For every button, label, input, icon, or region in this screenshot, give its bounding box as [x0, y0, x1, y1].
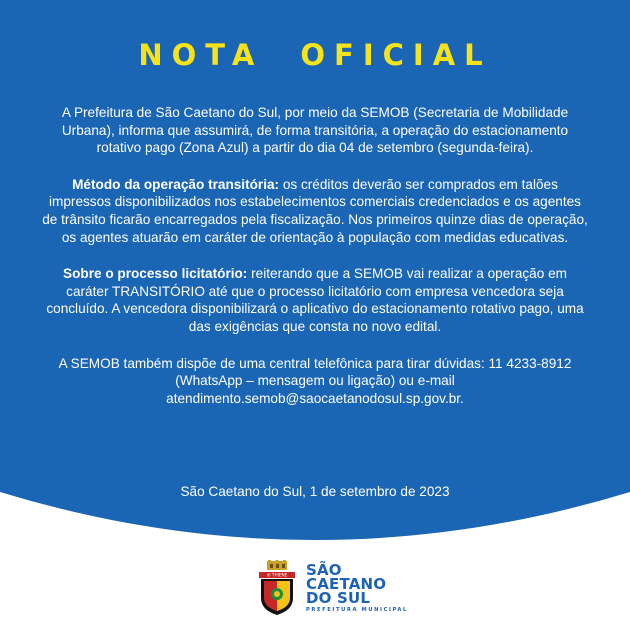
method-paragraph [40, 176, 590, 246]
city-name [306, 563, 408, 613]
contact-paragraph: A SEMOB também dispõe de uma central telefônica para tirar dúvidas: 11 4233-8912 (WhatsApp – mensagem ou ligação) ou e-mail atendimento.semob@saocaetanodosul.sp.gov.br. [58, 355, 572, 406]
bidding-body: reiterando que a SEMOB vai realizar a operação em caráter TRANSITÓRIO até que o processo licitatório com empresa vencedora seja concluído. A vencedora disponibilizará o aplicativo do estacionamento rotativo pago, uma das exigências que consta no novo edital. [46, 266, 584, 334]
city-name-line3: DO SUL [306, 589, 371, 607]
city-logo [256, 560, 408, 616]
city-hall-subtitle: PREFEITURA MUNICIPAL [306, 607, 408, 613]
note-body [40, 104, 590, 426]
method-body: os créditos deverão ser comprados em talões impressos disponibilizados nos estabelecimentos comerciais credenciados e os agentes de trânsito ficarão encarregados pela fiscalização. Nos primeiros quinze dias de operação, os agentes atuarão em caráter de orientação à população com medidas educativas. [42, 176, 588, 245]
bidding-paragraph [40, 265, 590, 335]
city-name-line1: SÃO [306, 561, 342, 579]
crest-banner-text: di THIENE [266, 572, 288, 578]
date-line: São Caetano do Sul, 1 de setembro de 2023 [180, 484, 450, 499]
bidding-heading: Sobre o processo licitatório: [63, 266, 248, 282]
city-crest-icon [256, 560, 298, 616]
method-heading: Método da operação transitória: [72, 176, 280, 192]
page-title: NOTA OFICIAL [138, 38, 492, 72]
intro-paragraph: A Prefeitura de São Caetano do Sul, por meio da SEMOB (Secretaria de Mobilidade Urbana), informa que assumirá, de forma transitória, a operação do estacionamento rotativo pago (Zona Azul) a partir do dia 04 de setembro (segunda-feira). [61, 105, 569, 156]
city-name-line2: CAETANO [306, 575, 387, 593]
